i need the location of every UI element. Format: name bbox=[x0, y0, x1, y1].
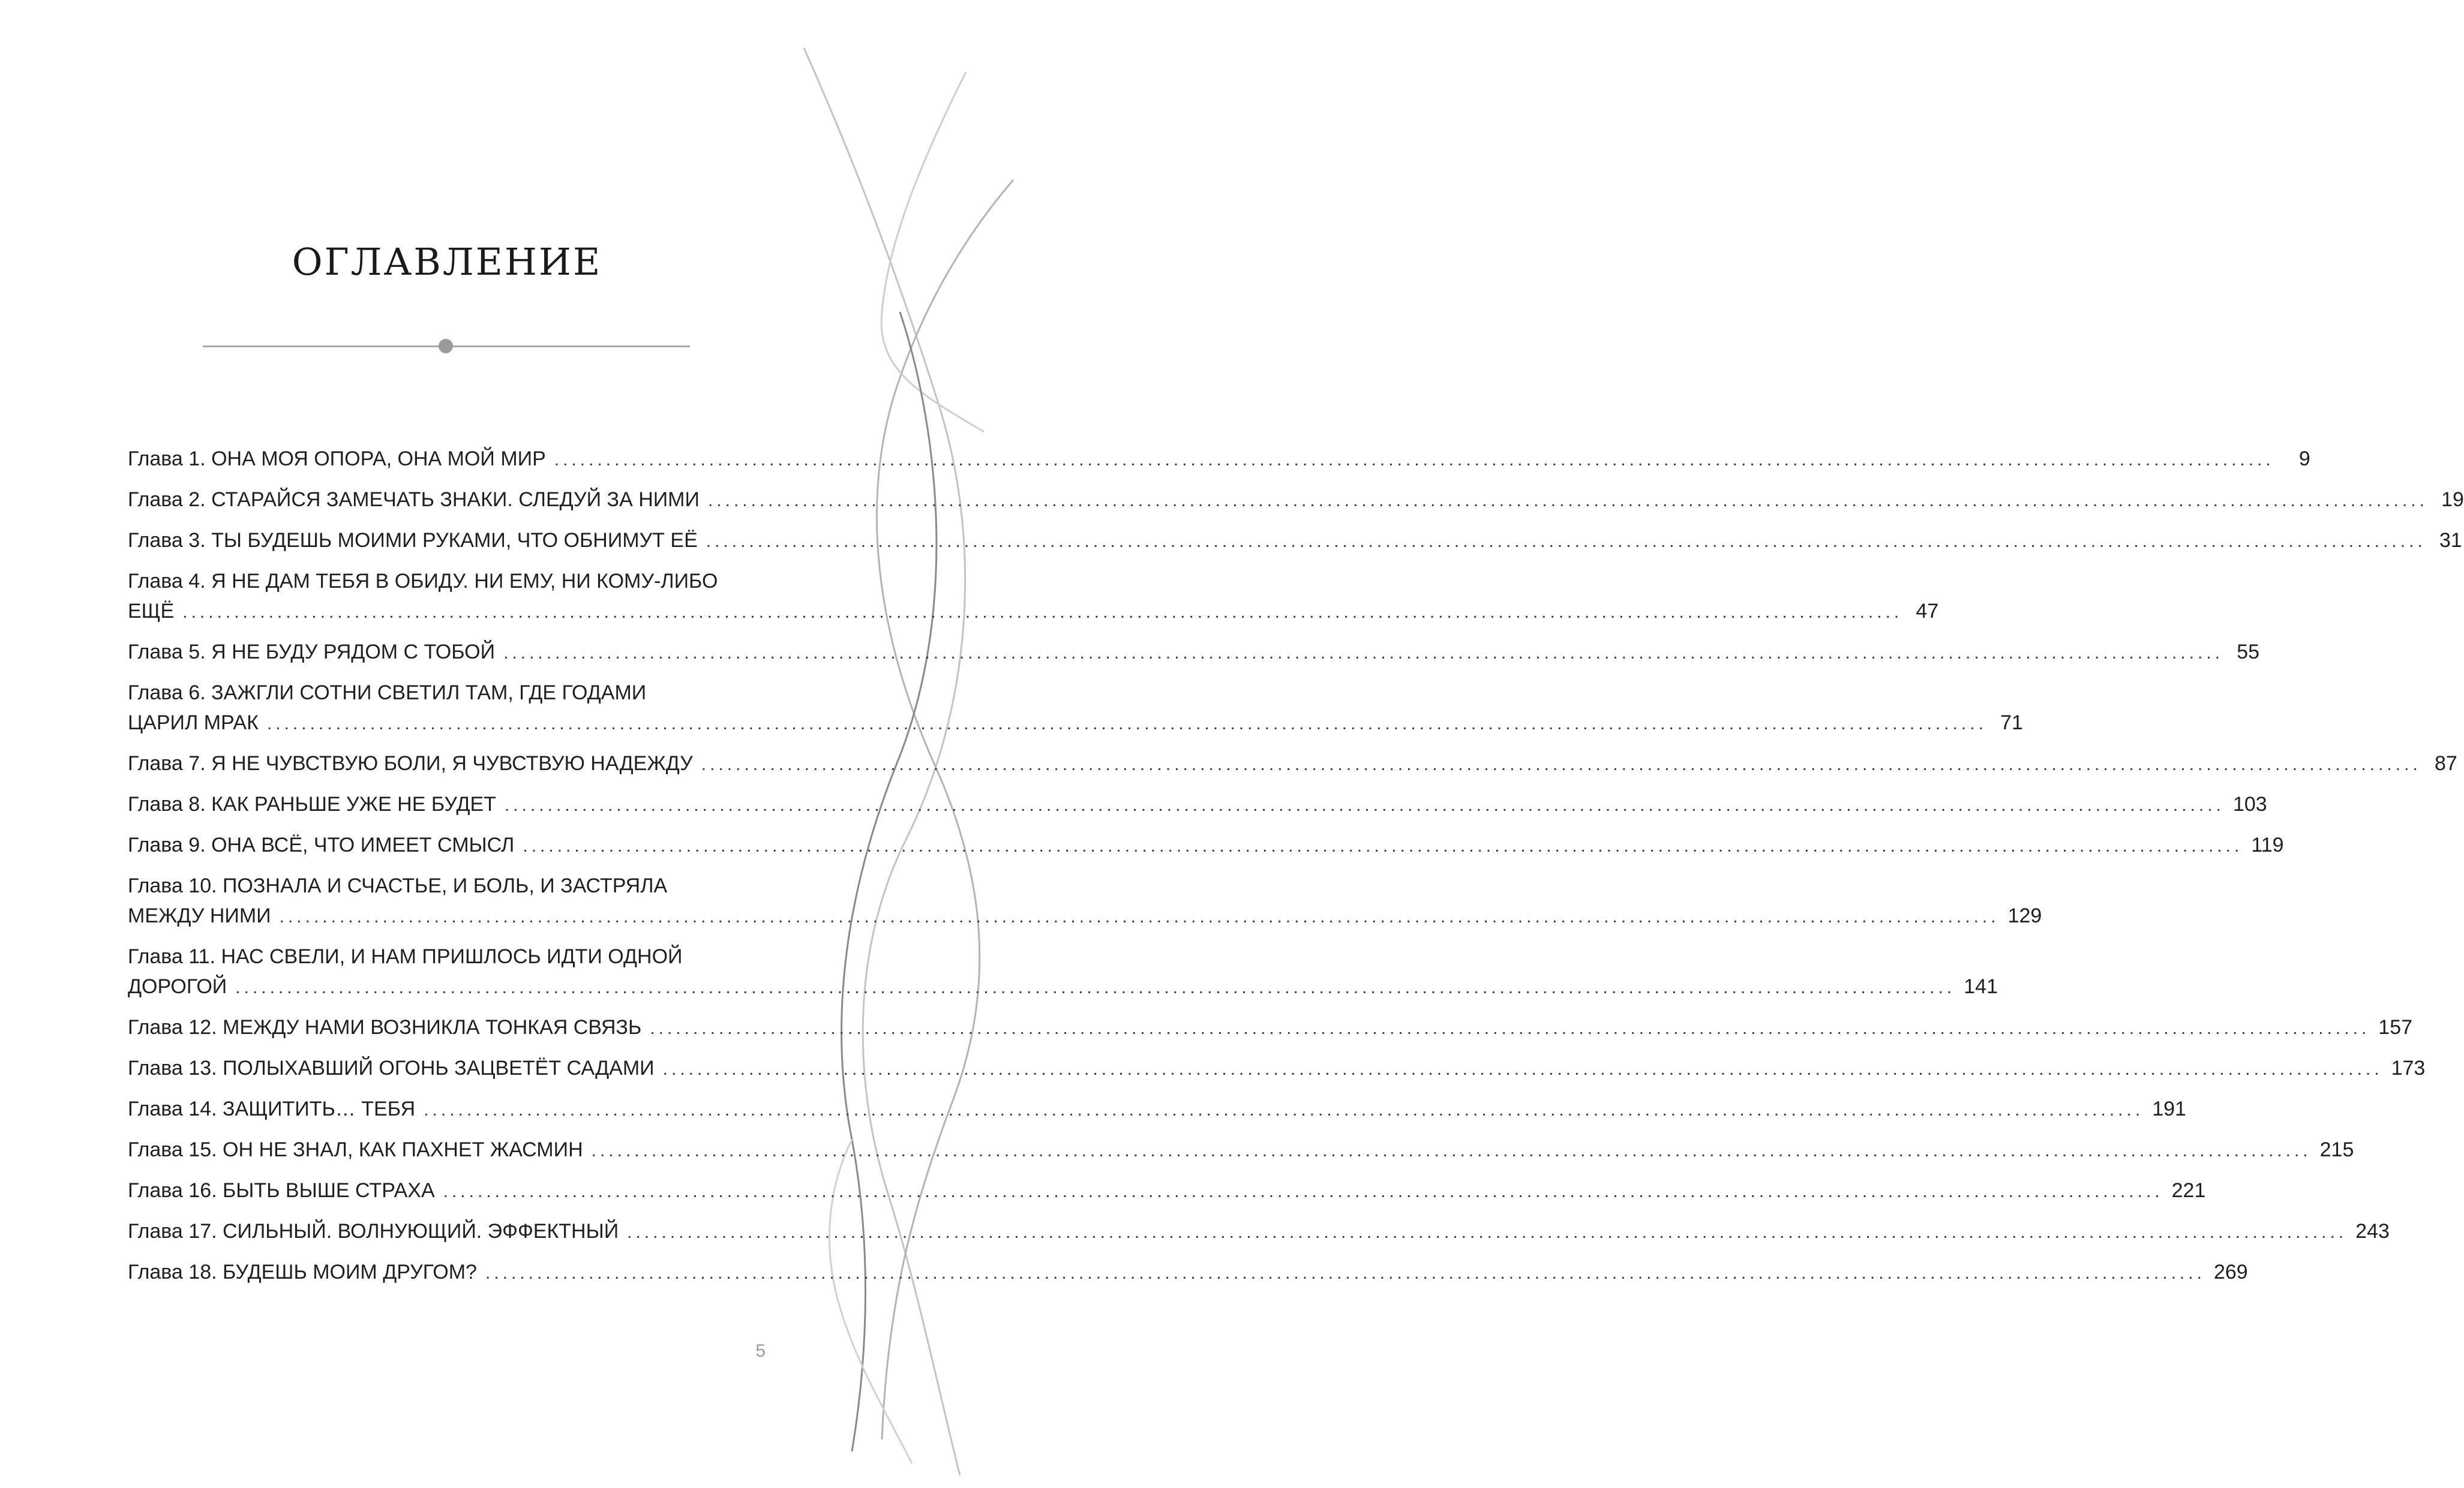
chapter-title: Глава 18. БУДЕШЬ МОИМ ДРУГОМ? bbox=[128, 1261, 477, 1283]
toc-entry-line-last bbox=[128, 445, 2310, 473]
toc-entry-line-last bbox=[128, 902, 2042, 930]
toc-entry-line-last bbox=[128, 486, 2464, 513]
dot-leader: ........................................................................................................................................................................................................ bbox=[554, 450, 2274, 470]
toc-entry-line-last bbox=[128, 790, 2267, 818]
chapter-title: Глава 3. ТЫ БУДЕШЬ МОИМИ РУКАМИ, ЧТО ОБНИМУТ ЕЁ bbox=[128, 529, 698, 552]
chapter-page-number: 215 bbox=[2319, 1138, 2354, 1161]
toc-entry-line bbox=[128, 943, 765, 970]
toc-entry-line-last bbox=[128, 597, 1939, 625]
toc-entry-line-last bbox=[128, 638, 2260, 666]
toc-entry-line-last bbox=[128, 527, 2462, 554]
toc-entry-line-last bbox=[128, 1054, 2426, 1082]
chapter-page-number: 71 bbox=[2000, 711, 2023, 734]
dot-leader: ........................................................................................................................................................................................................ bbox=[591, 1141, 2312, 1161]
chapter-title: Глава 4. Я НЕ ДАМ ТЕБЯ В ОБИДУ. НИ ЕМУ, НИ КОМУ-ЛИБО bbox=[128, 570, 718, 593]
chapter-title: Глава 16. БЫТЬ ВЫШЕ СТРАХА bbox=[128, 1179, 435, 1202]
dot-leader: ........................................................................................................................................................................................................ bbox=[235, 978, 1956, 997]
chapter-title: МЕЖДУ НИМИ bbox=[128, 904, 271, 927]
chapter-page-number: 87 bbox=[2434, 752, 2457, 775]
chapter-page-number: 191 bbox=[2152, 1098, 2186, 1120]
toc-entry-line-last bbox=[128, 1258, 2248, 1286]
toc-entry-line-last bbox=[128, 973, 1998, 1000]
chapter-title: ДОРОГОЙ bbox=[128, 975, 227, 998]
dot-leader: ........................................................................................................................................................................................................ bbox=[443, 1182, 2163, 1201]
chapter-page-number: 31 bbox=[2439, 529, 2462, 552]
toc-entry-line-last bbox=[128, 709, 2023, 737]
chapter-page-number: 9 bbox=[2298, 447, 2310, 470]
toc-entry-line bbox=[128, 872, 765, 900]
chapter-title: Глава 15. ОН НЕ ЗНАЛ, КАК ПАХНЕТ ЖАСМИН bbox=[128, 1138, 583, 1161]
dot-leader: ........................................................................................................................................................................................................ bbox=[504, 795, 2225, 815]
title-divider-dot bbox=[439, 339, 453, 353]
chapter-page-number: 119 bbox=[2251, 834, 2284, 856]
toc-entry-line-last bbox=[128, 1218, 2390, 1245]
toc-entry-line-last bbox=[128, 1014, 2413, 1041]
toc-entry-line-last bbox=[128, 831, 2284, 859]
dot-leader: ........................................................................................................................................................................................................ bbox=[485, 1263, 2205, 1283]
chapter-title: ЕЩЁ bbox=[128, 600, 175, 623]
chapter-page-number: 47 bbox=[1916, 600, 1939, 623]
chapter-title: Глава 8. КАК РАНЬШЕ УЖЕ НЕ БУДЕТ bbox=[128, 793, 496, 816]
toc-entry-line bbox=[128, 567, 765, 595]
chapter-title: Глава 7. Я НЕ ЧУВСТВУЮ БОЛИ, Я ЧУВСТВУЮ НАДЕЖДУ bbox=[128, 752, 693, 775]
toc-entry-line-last bbox=[128, 1136, 2354, 1164]
toc-entry-line-last bbox=[128, 1177, 2206, 1204]
chapter-title: Глава 17. СИЛЬНЫЙ. ВОЛНУЮЩИЙ. ЭФФЕКТНЫЙ bbox=[128, 1220, 619, 1243]
toc-entry-line-last bbox=[128, 1095, 2186, 1123]
chapter-page-number: 173 bbox=[2391, 1057, 2426, 1080]
chapter-page-number: 19 bbox=[2441, 488, 2464, 511]
dot-leader: ........................................................................................................................................................................................................ bbox=[701, 754, 2421, 774]
dot-leader: ........................................................................................................................................................................................................ bbox=[627, 1222, 2348, 1242]
chapter-page-number: 157 bbox=[2378, 1016, 2413, 1039]
dot-leader: ........................................................................................................................................................................................................ bbox=[503, 643, 2224, 663]
chapter-title: ЦАРИЛ МРАК bbox=[128, 711, 259, 734]
chapter-title: Глава 12. МЕЖДУ НАМИ ВОЗНИКЛА ТОНКАЯ СВЯЗЬ bbox=[128, 1016, 642, 1039]
chapter-page-number: 103 bbox=[2232, 793, 2267, 816]
toc-entry-line-last bbox=[128, 750, 2457, 777]
dot-leader: ........................................................................................................................................................................................................ bbox=[279, 907, 2000, 927]
chapter-title: Глава 10. ПОЗНАЛА И СЧАСТЬЕ, И БОЛЬ, И ЗАСТРЯЛА bbox=[128, 874, 668, 897]
dot-leader: ........................................................................................................................................................................................................ bbox=[266, 714, 1987, 734]
dot-leader: ........................................................................................................................................................................................................ bbox=[650, 1018, 2370, 1038]
chapter-page-number: 141 bbox=[1964, 975, 1998, 998]
chapter-page-number: 129 bbox=[2007, 904, 2042, 927]
toc-entry-line bbox=[128, 679, 765, 707]
dot-leader: ........................................................................................................................................................................................................ bbox=[523, 836, 2243, 856]
chapter-page-number: 243 bbox=[2355, 1220, 2390, 1243]
dot-leader: ........................................................................................................................................................................................................ bbox=[182, 602, 1903, 622]
chapter-title: Глава 2. СТАРАЙСЯ ЗАМЕЧАТЬ ЗНАКИ. СЛЕДУЙ ЗА НИМИ bbox=[128, 488, 700, 511]
dot-leader: ........................................................................................................................................................................................................ bbox=[706, 531, 2426, 551]
chapter-page-number: 269 bbox=[2213, 1261, 2248, 1283]
chapter-title: Глава 6. ЗАЖГЛИ СОТНИ СВЕТИЛ ТАМ, ГДЕ ГОДАМИ bbox=[128, 681, 647, 704]
chapter-title: Глава 5. Я НЕ БУДУ РЯДОМ С ТОБОЙ bbox=[128, 641, 496, 663]
dot-leader: ........................................................................................................................................................................................................ bbox=[707, 491, 2428, 510]
dot-leader: ........................................................................................................................................................................................................ bbox=[662, 1059, 2383, 1079]
chapter-title: Глава 13. ПОЛЫХАВШИЙ ОГОНЬ ЗАЦВЕТЁТ САДАМИ bbox=[128, 1057, 655, 1080]
chapter-title: Глава 14. ЗАЩИТИТЬ… ТЕБЯ bbox=[128, 1098, 416, 1120]
page-title: ОГЛАВЛЕНИЕ bbox=[292, 240, 602, 284]
chapter-title: Глава 11. НАС СВЕЛИ, И НАМ ПРИШЛОСЬ ИДТИ ОДНОЙ bbox=[128, 945, 683, 968]
chapter-title: Глава 1. ОНА МОЯ ОПОРА, ОНА МОЙ МИР bbox=[128, 447, 546, 470]
page-number: 5 bbox=[755, 1341, 766, 1361]
dot-leader: ........................................................................................................................................................................................................ bbox=[424, 1100, 2144, 1120]
chapter-title: Глава 9. ОНА ВСЁ, ЧТО ИМЕЕТ СМЫСЛ bbox=[128, 834, 515, 856]
chapter-page-number: 221 bbox=[2171, 1179, 2206, 1202]
chapter-page-number: 55 bbox=[2237, 641, 2260, 663]
